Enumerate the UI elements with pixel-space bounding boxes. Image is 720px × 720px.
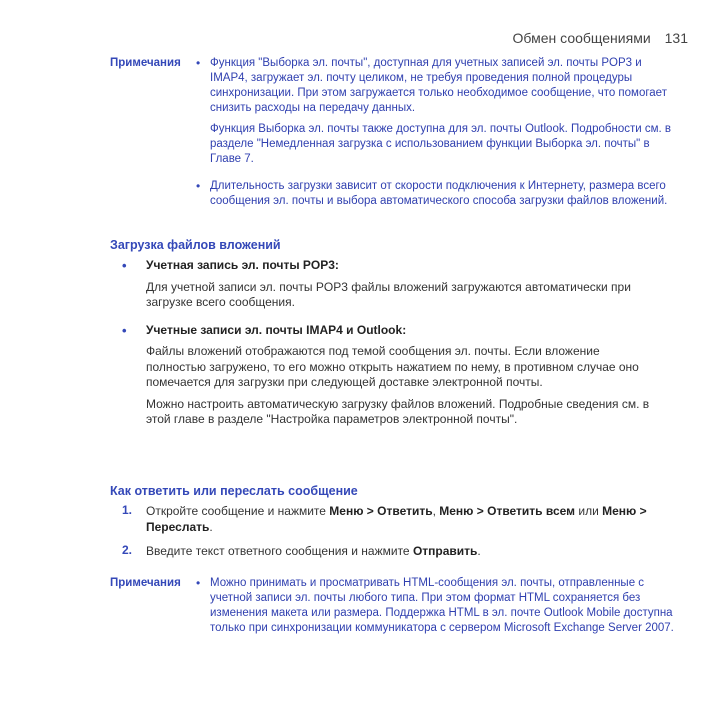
list-item-title: Учетная запись эл. почты POP3: bbox=[146, 258, 339, 272]
step-number: 1. bbox=[122, 503, 133, 517]
note-body bbox=[196, 576, 680, 648]
step-item bbox=[122, 543, 662, 559]
note-paragraph: Функция "Выборка эл. почты", доступная для учетных записей эл. почты POP3 и IMAP4, загружает эл. почту целиком, не требуя проведения полной процедуры синхронизации. При этом загружается только необходимое сообщение, что помогает снизить расходы на передачу данных. bbox=[210, 57, 667, 114]
reply-steps bbox=[122, 503, 662, 567]
bullet-icon: • bbox=[122, 322, 127, 338]
menu-path: Меню > Ответить bbox=[329, 504, 433, 518]
bullet-icon: • bbox=[196, 56, 201, 70]
menu-path: Меню > Переслать bbox=[146, 504, 647, 534]
note-item bbox=[196, 56, 680, 173]
note-label: Примечания bbox=[110, 577, 181, 589]
note-item bbox=[196, 576, 680, 642]
bullet-icon: • bbox=[196, 179, 201, 193]
note-paragraph: Длительность загрузки зависит от скорости подключения к Интернету, размера всего сообщения эл. почты и выбора автоматического способа загрузки файлов вложений. bbox=[210, 180, 668, 207]
page-number: 131 bbox=[664, 30, 688, 46]
section-title: Обмен сообщениями bbox=[512, 30, 651, 46]
step-text: Введите текст ответного сообщения и нажмите Отправить. bbox=[146, 544, 481, 558]
list-item-paragraph: Можно настроить автоматическую загрузку файлов вложений. Подробные сведения см. в этой главе в разделе "Настройка параметров электронной почты". bbox=[146, 396, 650, 426]
section-heading-reply: Как ответить или переслать сообщение bbox=[110, 484, 358, 498]
note-block-1 bbox=[110, 56, 680, 221]
attachments-list bbox=[122, 258, 662, 440]
button-reference: Отправить bbox=[412, 544, 478, 558]
step-number: 2. bbox=[122, 543, 133, 557]
list-item bbox=[122, 323, 662, 434]
note-label: Примечания bbox=[110, 57, 181, 69]
step-text: Откройте сообщение и нажмите Меню > Ответить, Меню > Ответить всем или Меню > Переслать. bbox=[146, 504, 647, 534]
list-item-title: Учетные записи эл. почты IMAP4 и Outlook: bbox=[146, 322, 407, 337]
note-block-2 bbox=[110, 576, 680, 648]
list-item-paragraph: Файлы вложений отображаются под темой сообщения эл. почты. Если вложение полностью загружено, то его можно открыть нажатием по нему, в противном случае оно помечается для загрузки при следующей доставке электронной почты. bbox=[146, 344, 639, 389]
bullet-icon: • bbox=[122, 258, 127, 273]
menu-path: Меню > Ответить всем bbox=[439, 504, 576, 518]
bullet-icon: • bbox=[196, 576, 201, 590]
list-item bbox=[122, 258, 662, 317]
step-item bbox=[122, 503, 662, 535]
running-head bbox=[513, 30, 688, 46]
note-paragraph: Функция Выборка эл. почты также доступна для эл. почты Outlook. Подробности см. в разделе "Немедленная загрузка с использованием функции Выборка эл. почты" в Главе 7. bbox=[210, 123, 672, 165]
section-heading-attachments: Загрузка файлов вложений bbox=[110, 238, 281, 252]
note-paragraph: Можно принимать и просматривать HTML-сообщения эл. почты, отправленные с учетной записи эл. почты любого типа. При этом формат HTML сохраняется без изменения макета или размера. Поддержка HTML в эл. почте Outlook Mobile доступна только при синхронизации коммуникатора с сервером Microsoft Exchange Server 2007. bbox=[210, 577, 674, 634]
list-item-paragraph: Для учетной записи эл. почты POP3 файлы вложений загружаются автоматически при загрузке всего сообщения. bbox=[146, 279, 631, 309]
note-body bbox=[196, 56, 680, 221]
note-item bbox=[196, 179, 680, 215]
